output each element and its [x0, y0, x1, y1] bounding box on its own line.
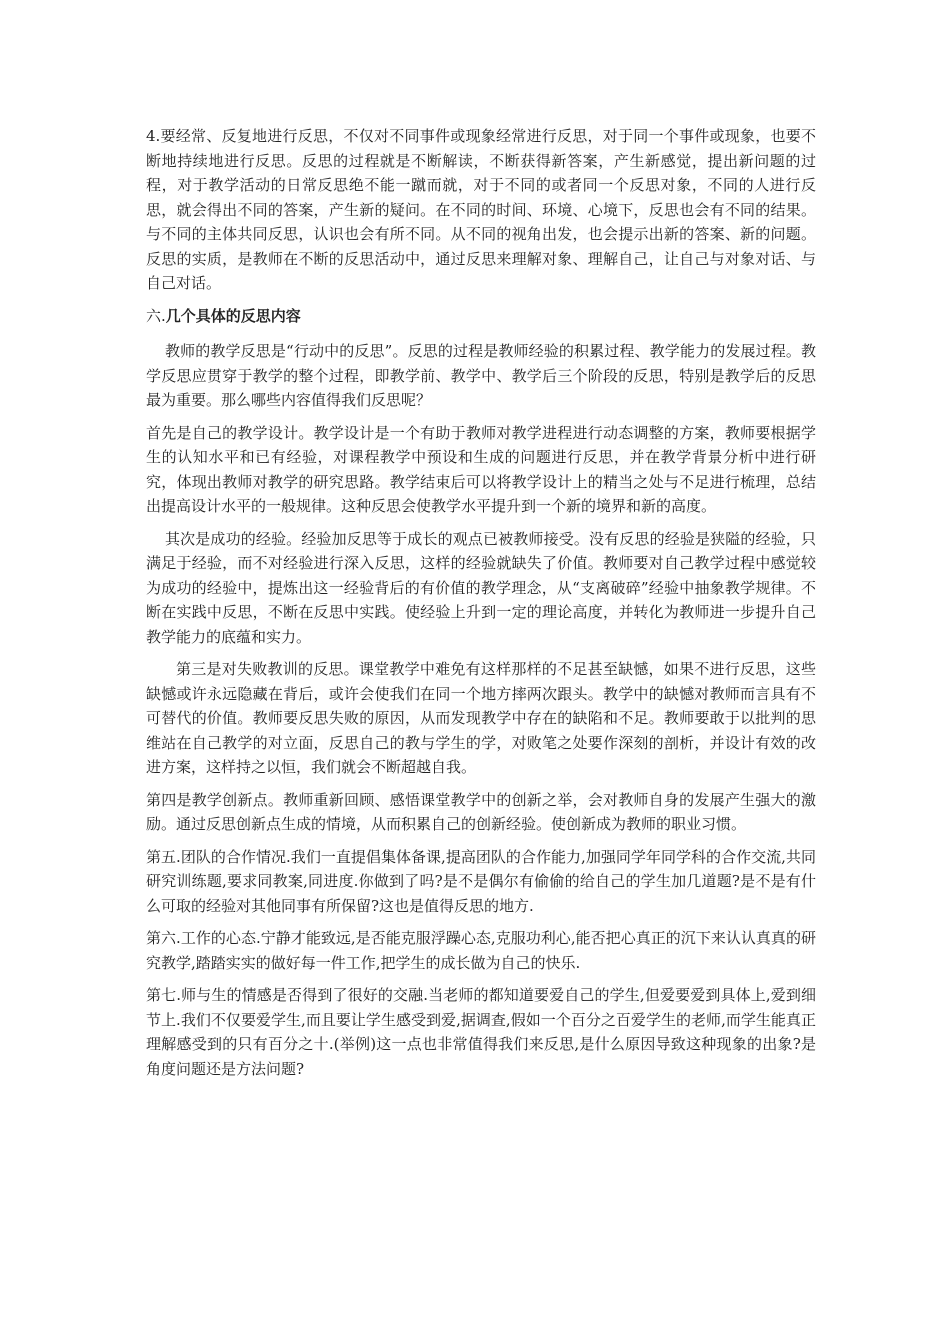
- paragraph-teacher-student-emotion: 第七.师与生的情感是否得到了很好的交融.当老师的都知道要爱自己的学生,但爱要爱到具体上,爱到细节上.我们不仅要爱学生,而且要让学生感受到爱,据调查,假如一个百分之百爱学生的老师,而学生能真正理解感受到的只有百分之十.(举例)这一点也非常值得我们来反思,是什么原因导致这种现象的出象?是角度问题还是方法问题?: [146, 986, 816, 1078]
- paragraph-successful-experience: 其次是成功的经验。经验加反思等于成长的观点已被教师接受。没有反思的经验是狭隘的经验，只满足于经验，而不对经验进行深入反思，这样的经验就缺失了价值。教师要对自己教学过程中感觉较为成功的经验中，提炼出这一经验背后的有价值的教学理念，从“支离破碎”经验中抽象教学规律。不断在实践中反思，不断在反思中实践。使经验上升到一定的理论高度，并转化为教师进一步提升自己教学能力的底蕴和实力。: [146, 529, 816, 646]
- paragraph-innovation: 第四是教学创新点。教师重新回顾、感悟课堂教学中的创新之举，会对教师自身的发展产生强大的激励。通过反思创新点生成的情境，从而积累自己的创新经验。使创新成为教师的职业习惯。: [146, 790, 816, 833]
- section-heading-title: 几个具体的反思内容: [165, 306, 301, 325]
- paragraph-teaching-design: 首先是自己的教学设计。教学设计是一个有助于教师对教学进程进行动态调整的方案，教师要根据学生的认知水平和已有经验，对课程教学中预设和生成的问题进行反思，并在教学背景分析中进行研究，体现出教师对教学的研究思路。教学结束后可以将教学设计上的精当之处与不足进行梳理，总结出提高设计水平的一般规律。这种反思会使教学水平提升到一个新的境界和新的高度。: [146, 423, 816, 515]
- paragraph-point-4: 4.要经常、反复地进行反思，不仅对不同事件或现象经常进行反思，对于同一个事件或现象，也要不断地持续地进行反思。反思的过程就是不断解读，不断获得新答案，产生新感觉，提出新问题的过程，对于教学活动的日常反思绝不能一蹴而就，对于不同的或者同一个反思对象，不同的人进行反思，就会得出不同的答案，产生新的疑问。在不同的时间、环境、心境下，反思也会有不同的结果。与不同的主体共同反思，认识也会有所不同。从不同的视角出发，也会提示出新的答案、新的问题。反思的实质，是教师在不断的反思活动中，通过反思来理解对象、理解自己，让自己与对象对话、与自己对话。: [146, 127, 816, 292]
- paragraph-teamwork: 第五.团队的合作情况.我们一直提倡集体备课,提高团队的合作能力,加强同学年同学科的合作交流,共同研究训练题,要求同教案,同进度.你做到了吗?是不是偶尔有偷偷的给自己的学生加几道题?是不是有什么可取的经验对其他同事有所保留?这也是值得反思的地方.: [146, 847, 816, 915]
- paragraph-work-attitude: 第六.工作的心态.宁静才能致远,是否能克服浮躁心态,克服功利心,能否把心真正的沉下来认认真真的研究教学,踏踏实实的做好每一件工作,把学生的成长做为自己的快乐.: [146, 929, 816, 972]
- section-heading-prefix: 六.: [146, 306, 166, 325]
- paragraph-failure-lessons: 第三是对失败教训的反思。课堂教学中难免有这样那样的不足甚至缺憾，如果不进行反思，这些缺憾或许永远隐藏在背后，或许会使我们在同一个地方摔两次跟头。教学中的缺憾对教师而言具有不可替代的价值。教师要反思失败的原因，从而发现教学中存在的缺陷和不足。教师要敢于以批判的思维站在自己教学的对立面，反思自己的教与学生的学，对败笔之处要作深刻的剖析，并设计有效的改进方案，这样持之以恒，我们就会不断超越自我。: [146, 660, 816, 776]
- section-heading: [146, 304, 816, 329]
- paragraph-intro: 教师的教学反思是“行动中的反思”。反思的过程是教师经验的积累过程、教学能力的发展过程。教学反思应贯穿于教学的整个过程，即教学前、教学中、教学后三个阶段的反思，特别是教学后的反思最为重要。那么哪些内容值得我们反思呢？: [146, 342, 816, 409]
- document-body: [146, 124, 816, 1089]
